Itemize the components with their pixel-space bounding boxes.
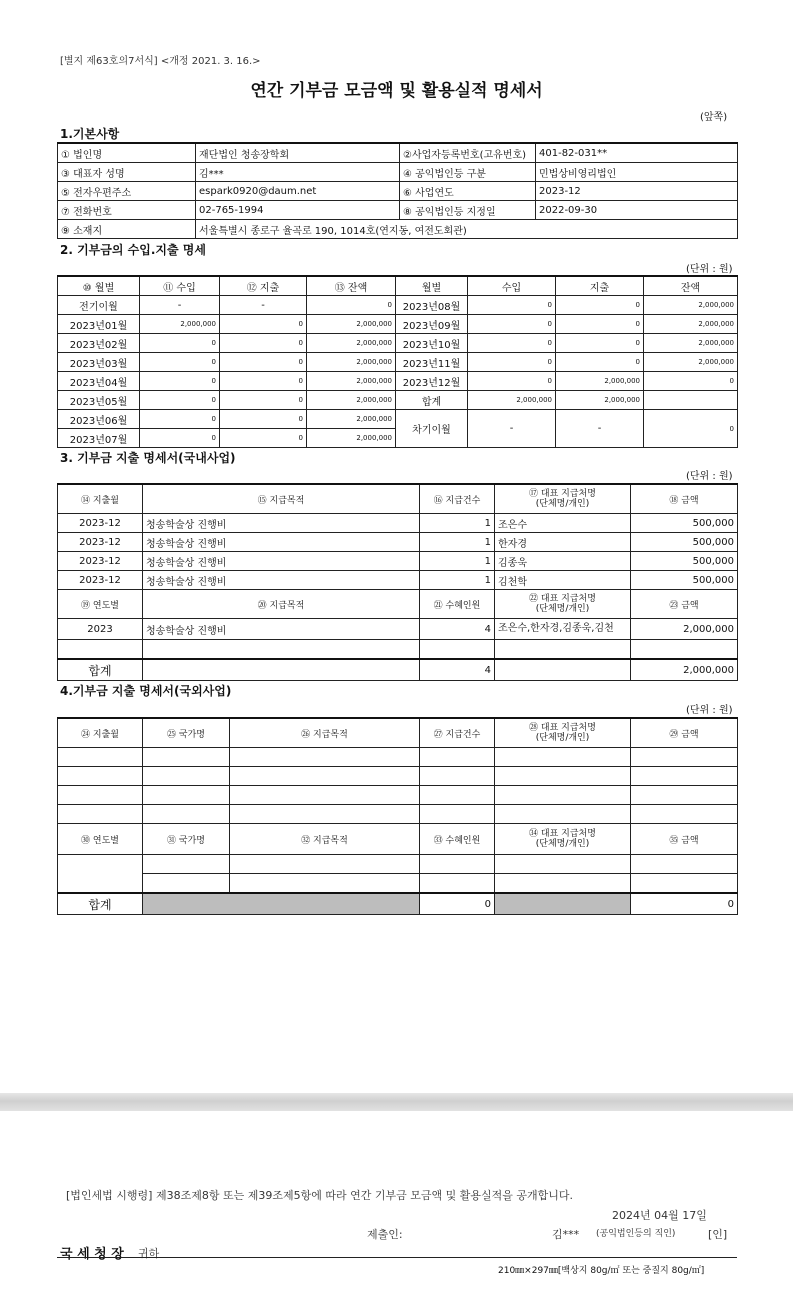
table-row xyxy=(58,767,738,786)
header-year: ⑲ 연도별 xyxy=(58,590,143,619)
cell-month: 2023년09월 xyxy=(396,315,468,334)
header-pay-month: ⑭ 지출월 xyxy=(58,484,143,514)
table-row xyxy=(58,514,738,533)
ledger-row xyxy=(58,315,738,334)
cell-expense: 2,000,000 xyxy=(556,372,644,391)
header-balance-2: 잔액 xyxy=(644,276,738,296)
cell-income: 0 xyxy=(468,315,556,334)
cell-count: 1 xyxy=(420,533,495,552)
cell-expense: 0 xyxy=(220,334,307,353)
location-label: ⑨ 소재지 xyxy=(58,220,196,239)
submission-date: 2024년 04월 17일 xyxy=(612,1209,707,1222)
phone-label: ⑦ 전화번호 xyxy=(58,201,196,220)
table-row xyxy=(58,552,738,571)
cell-expense: 0 xyxy=(556,315,644,334)
header-count: ㉗ 지급건수 xyxy=(420,718,495,748)
total-balance xyxy=(644,391,738,410)
cell-balance: 2,000,000 xyxy=(307,353,396,372)
recipient-name: 국 세 청 장 xyxy=(60,1247,124,1262)
fiscal-year-label: ⑥ 사업연도 xyxy=(400,182,536,201)
cell-purpose: 청송학술상 진행비 xyxy=(143,533,420,552)
cell-purpose: 청송학술상 진행비 xyxy=(143,514,420,533)
ledger-row xyxy=(58,391,738,410)
cell-month: 2023년07월 xyxy=(58,429,140,448)
shaded-cell xyxy=(143,893,420,915)
cell-income: 0 xyxy=(140,391,220,410)
cell-month: 2023-12 xyxy=(58,514,143,533)
carry-forward-expense: - xyxy=(556,410,644,448)
ledger-row xyxy=(58,334,738,353)
total-amount: 0 xyxy=(631,893,738,915)
cell-month: 2023년04월 xyxy=(58,372,140,391)
header-purpose: ⑮ 지급목적 xyxy=(143,484,420,514)
cell-balance: 0 xyxy=(644,372,738,391)
cell-expense: 0 xyxy=(556,334,644,353)
cell-balance: 2,000,000 xyxy=(644,334,738,353)
header-purpose-2: ㉜ 지급목적 xyxy=(230,824,420,855)
table-row xyxy=(58,619,738,640)
header-count: ⑯ 지급건수 xyxy=(420,484,495,514)
header-purpose-2: ⑳ 지급목적 xyxy=(143,590,420,619)
cell-month: 2023년06월 xyxy=(58,410,140,429)
cell-expense: 0 xyxy=(220,315,307,334)
blank-cell xyxy=(58,640,143,660)
total-amount: 2,000,000 xyxy=(631,659,738,681)
footer-divider xyxy=(57,1257,737,1258)
cell-expense: 0 xyxy=(556,353,644,372)
table-row xyxy=(58,805,738,824)
corp-type-value: 민법상비영리법인 xyxy=(536,163,738,182)
domestic-expense-table xyxy=(57,483,738,681)
blank-cell xyxy=(495,659,631,681)
total-label: 합계 xyxy=(58,659,143,681)
total-beneficiaries: 4 xyxy=(420,659,495,681)
paper-spec: 210㎜×297㎜[백상지 80g/㎡ 또는 중질지 80g/㎡] xyxy=(498,1266,705,1276)
header-recipient-2-title: ㉞ 대표 지급처명 xyxy=(529,829,596,839)
section3-title: 3. 기부금 지출 명세서(국내사업) xyxy=(60,451,236,465)
cell-income: 0 xyxy=(140,353,220,372)
page-break xyxy=(0,1093,793,1111)
cell-purpose: 청송학술상 진행비 xyxy=(143,619,420,640)
location-value: 서울특별시 종로구 율곡로 190, 1014호(연지동, 여전도회관) xyxy=(196,220,738,239)
cell-expense: 0 xyxy=(220,353,307,372)
ledger-row xyxy=(58,353,738,372)
rep-name-value: 김*** xyxy=(196,163,400,182)
cell-beneficiaries: 4 xyxy=(420,619,495,640)
header-expense: ⑫ 지출 xyxy=(220,276,307,296)
cell-count: 1 xyxy=(420,514,495,533)
section4-title: 4.기부금 지출 명세서(국외사업) xyxy=(60,684,232,698)
header-recipient xyxy=(495,718,631,748)
total-label: 합계 xyxy=(396,391,468,410)
cell-expense: 0 xyxy=(220,410,307,429)
cell-amount: 500,000 xyxy=(631,552,738,571)
rep-name-label: ③ 대표자 성명 xyxy=(58,163,196,182)
form-reference: [별지 제63호의7서식] <개정 2021. 3. 16.> xyxy=(60,56,261,67)
cell-income: 2,000,000 xyxy=(140,315,220,334)
table-row xyxy=(58,748,738,767)
header-pay-month: ㉔ 지출월 xyxy=(58,718,143,748)
cell-year: 2023 xyxy=(58,619,143,640)
corp-name-value: 재단법인 청송장학회 xyxy=(196,143,400,163)
cell-income: 0 xyxy=(140,410,220,429)
cell-month: 2023년12월 xyxy=(396,372,468,391)
cell-recipient: 김천학 xyxy=(495,571,631,590)
cell-expense: 0 xyxy=(220,391,307,410)
cell-income: - xyxy=(140,296,220,315)
section2-unit: (단위 : 원) xyxy=(686,264,733,275)
recipient-suffix: 귀하 xyxy=(138,1247,160,1260)
cell-amount: 500,000 xyxy=(631,533,738,552)
income-expense-table xyxy=(57,275,738,448)
total-expense: 2,000,000 xyxy=(556,391,644,410)
cell-balance: 2,000,000 xyxy=(307,315,396,334)
bizno-label: ②사업자등록번호(고유번호) xyxy=(400,143,536,163)
cell-month: 2023-12 xyxy=(58,552,143,571)
header-recipient-title: ⑰ 대표 지급처명 xyxy=(529,489,596,499)
table-row xyxy=(58,874,738,894)
submitter-name: 김*** xyxy=(552,1228,580,1241)
document-title: 연간 기부금 모금액 및 활용실적 명세서 xyxy=(250,81,543,101)
email-label: ⑤ 전자우편주소 xyxy=(58,182,196,201)
cell-month: 2023년03월 xyxy=(58,353,140,372)
submitter-label: 제출인: xyxy=(367,1228,403,1241)
header-purpose: ㉖ 지급목적 xyxy=(230,718,420,748)
cell-purpose: 청송학술상 진행비 xyxy=(143,571,420,590)
header-expense-2: 지출 xyxy=(556,276,644,296)
section3-unit: (단위 : 원) xyxy=(686,471,733,482)
cell-recipient: 조은수,한자경,김종욱,김천 xyxy=(495,619,631,640)
fiscal-year-value: 2023-12 xyxy=(536,182,738,201)
total-label: 합계 xyxy=(58,893,143,915)
bizno-value: 401-82-031** xyxy=(536,143,738,163)
cell-balance: 2,000,000 xyxy=(644,315,738,334)
header-month: ⑩ 월별 xyxy=(58,276,140,296)
cell-month: 2023년08월 xyxy=(396,296,468,315)
cell-income: 0 xyxy=(140,372,220,391)
cell-balance: 2,000,000 xyxy=(307,372,396,391)
section4-unit: (단위 : 원) xyxy=(686,705,733,716)
cell-recipient: 김종욱 xyxy=(495,552,631,571)
header-balance: ⑬ 잔액 xyxy=(307,276,396,296)
cell-purpose: 청송학술상 진행비 xyxy=(143,552,420,571)
cell-amount: 2,000,000 xyxy=(631,619,738,640)
cell-month: 2023년02월 xyxy=(58,334,140,353)
cell-income: 0 xyxy=(468,353,556,372)
cell-count: 1 xyxy=(420,552,495,571)
header-amount: ㉙ 금액 xyxy=(631,718,738,748)
cell-balance: 2,000,000 xyxy=(307,334,396,353)
designation-date-value: 2022-09-30 xyxy=(536,201,738,220)
blank-cell xyxy=(495,640,631,660)
section2-title: 2. 기부금의 수입.지출 명세 xyxy=(60,243,206,257)
header-year: ㉚ 연도별 xyxy=(58,824,143,855)
header-recipient-sub: (단체명/개인) xyxy=(535,733,590,743)
header-recipient-title: ㉘ 대표 지급처명 xyxy=(529,723,596,733)
table-row xyxy=(58,855,738,874)
cell-month: 2023년01월 xyxy=(58,315,140,334)
cell-balance: 2,000,000 xyxy=(307,410,396,429)
header-month-2: 월별 xyxy=(396,276,468,296)
cell-expense: 0 xyxy=(220,372,307,391)
section1-title: 1.기본사항 xyxy=(60,127,120,141)
overseas-expense-table xyxy=(57,717,738,915)
carry-forward-income: - xyxy=(468,410,556,448)
ledger-row xyxy=(58,372,738,391)
basic-info-table xyxy=(57,142,738,239)
ledger-row xyxy=(58,410,738,429)
seal-mark: [인] xyxy=(708,1228,728,1241)
header-recipient-2-title: ㉒ 대표 지급처명 xyxy=(529,594,596,604)
cell-month: 2023-12 xyxy=(58,533,143,552)
cell-balance: 0 xyxy=(307,296,396,315)
table-row xyxy=(58,533,738,552)
header-recipient-2-sub: (단체명/개인) xyxy=(535,839,590,849)
front-side-note: (앞쪽) xyxy=(700,112,728,123)
corp-type-label: ④ 공익법인등 구분 xyxy=(400,163,536,182)
phone-value: 02-765-1994 xyxy=(196,201,400,220)
ledger-row xyxy=(58,296,738,315)
header-beneficiaries: ㉝ 수혜인원 xyxy=(420,824,495,855)
cell-month: 2023년11월 xyxy=(396,353,468,372)
cell-expense: - xyxy=(220,296,307,315)
cell-income: 0 xyxy=(468,296,556,315)
cell-income: 0 xyxy=(140,334,220,353)
cell-recipient: 조은수 xyxy=(495,514,631,533)
table-row xyxy=(58,571,738,590)
cell-income: 0 xyxy=(140,429,220,448)
corp-name-label: ① 법인명 xyxy=(58,143,196,163)
cell-month: 전기이월 xyxy=(58,296,140,315)
blank-cell xyxy=(631,640,738,660)
cell-balance: 2,000,000 xyxy=(307,391,396,410)
cell-balance: 2,000,000 xyxy=(307,429,396,448)
header-country: ㉕ 국가명 xyxy=(143,718,230,748)
header-amount: ⑱ 금액 xyxy=(631,484,738,514)
header-recipient-2 xyxy=(495,590,631,619)
total-income: 2,000,000 xyxy=(468,391,556,410)
carry-forward-label: 차기이월 xyxy=(396,410,468,448)
table-row xyxy=(58,786,738,805)
cell-balance: 2,000,000 xyxy=(644,296,738,315)
cell-month: 2023-12 xyxy=(58,571,143,590)
carry-forward-balance: 0 xyxy=(644,410,738,448)
header-income-2: 수입 xyxy=(468,276,556,296)
header-income: ⑪ 수입 xyxy=(140,276,220,296)
designation-date-label: ⑧ 공익법인등 지정일 xyxy=(400,201,536,220)
cell-income: 0 xyxy=(468,334,556,353)
total-beneficiaries: 0 xyxy=(420,893,495,915)
header-amount-2: ㉟ 금액 xyxy=(631,824,738,855)
submitter-role: (공익법인등의 직인) xyxy=(596,1229,676,1239)
cell-amount: 500,000 xyxy=(631,514,738,533)
header-recipient xyxy=(495,484,631,514)
cell-income: 0 xyxy=(468,372,556,391)
header-beneficiaries: ㉑ 수혜인원 xyxy=(420,590,495,619)
blank-cell xyxy=(420,640,495,660)
form-page-2 xyxy=(0,1111,793,1312)
cell-month: 2023년05월 xyxy=(58,391,140,410)
cell-count: 1 xyxy=(420,571,495,590)
cell-recipient: 한자경 xyxy=(495,533,631,552)
shaded-cell xyxy=(495,893,631,915)
blank-cell xyxy=(143,659,420,681)
header-country-2: ㉛ 국가명 xyxy=(143,824,230,855)
email-value: espark0920@daum.net xyxy=(196,182,400,201)
header-recipient-2 xyxy=(495,824,631,855)
cell-month: 2023년10월 xyxy=(396,334,468,353)
header-amount-2: ㉓ 금액 xyxy=(631,590,738,619)
blank-cell xyxy=(143,640,420,660)
header-recipient-2-sub: (단체명/개인) xyxy=(535,604,590,614)
cell-expense: 0 xyxy=(556,296,644,315)
cell-balance: 2,000,000 xyxy=(644,353,738,372)
header-recipient-sub: (단체명/개인) xyxy=(535,499,590,509)
cell-expense: 0 xyxy=(220,429,307,448)
disclosure-statement: [법인세법 시행령] 제38조제8항 또는 제39조제5항에 따라 연간 기부금 모금액 및 활용실적을 공개합니다. xyxy=(66,1189,573,1202)
cell-amount: 500,000 xyxy=(631,571,738,590)
